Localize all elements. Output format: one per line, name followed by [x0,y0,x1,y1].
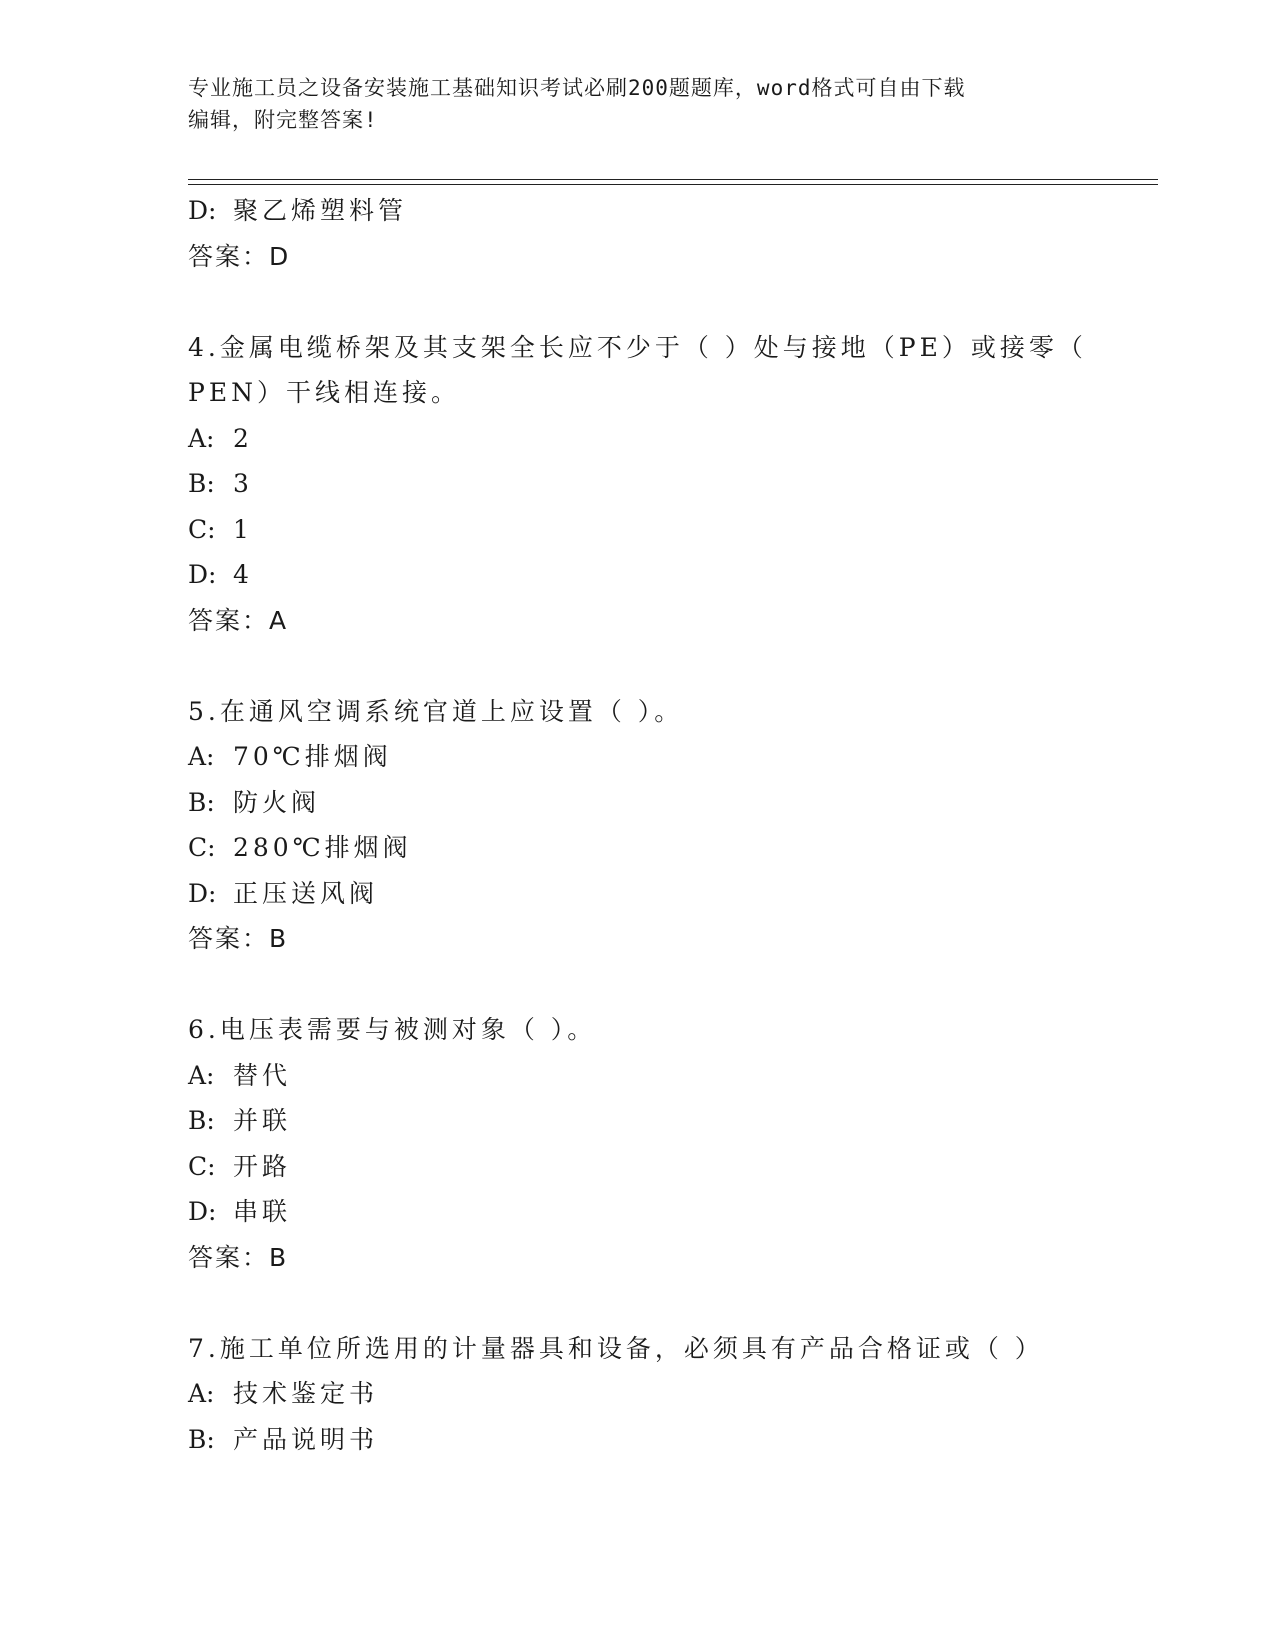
option-key: C: [188,1151,216,1181]
question-list [188,188,1148,1462]
option-text: 开路 [233,1151,292,1181]
option-text: 3 [233,469,253,498]
option-text: 替代 [233,1060,292,1090]
spacer [188,1280,1148,1326]
option-key: B: [188,469,215,498]
option-key: D: [188,196,217,225]
q7-option-a [188,1371,1148,1417]
q5-option-b [188,780,1148,826]
q4-option-a [188,416,1148,462]
option-text: 聚乙烯塑料管 [233,196,408,225]
option-text: 70℃排烟阀 [233,742,392,771]
q6-option-d [188,1189,1148,1235]
q6-option-c [188,1144,1148,1190]
q4-stem-line-2: PEN）干线相连接。 [188,378,460,407]
option-key: D: [188,560,217,589]
q7-option-b [188,1417,1148,1463]
header-title-line-1: 专业施工员之设备安装施工基础知识考试必刷200题题库，word格式可自由下载 [188,76,966,100]
q7-stem: 7.施工单位所选用的计量器具和设备，必须具有产品合格证或（ ） [188,1333,1044,1363]
option-text: 技术鉴定书 [233,1379,379,1408]
spacer [188,643,1148,689]
q5-option-c [188,825,1148,871]
document-header [188,72,1088,136]
spacer [188,962,1148,1008]
q6-option-a [188,1053,1148,1099]
q4-option-c [188,507,1148,553]
q4-option-b [188,461,1148,507]
option-text: 正压送风阀 [233,878,379,908]
q4-stem-line-1: 4.金属电缆桥架及其支架全长应不少于（ ）处与接地（PE）或接零（ [188,332,1087,362]
option-text: 280℃排烟阀 [233,833,412,862]
header-title-line-2: 编辑，附完整答案! [188,108,378,132]
option-text: 并联 [233,1106,292,1135]
option-key: B: [188,1106,215,1135]
option-text: 1 [233,514,253,544]
option-key: A: [188,742,215,771]
option-text: 2 [233,423,253,453]
option-key: D: [188,878,217,908]
q5-option-a [188,734,1148,780]
q3-answer: 答案：D [188,241,291,271]
q3-option-d [188,188,1148,234]
option-key: D: [188,1197,217,1226]
option-key: A: [188,1379,215,1408]
header-double-rule [188,179,1158,185]
q5-option-d [188,871,1148,917]
q4-answer: 答案：A [188,605,289,635]
option-text: 防火阀 [233,787,321,817]
option-text: 产品说明书 [233,1424,379,1454]
q6-option-b [188,1098,1148,1144]
option-key: C: [188,833,216,862]
option-text: 4 [233,560,253,589]
option-key: A: [188,423,215,453]
q6-stem: 6.电压表需要与被测对象（ ）。 [188,1015,597,1044]
option-key: C: [188,514,216,544]
spacer [188,279,1148,325]
q6-answer: 答案：B [188,1242,289,1272]
option-key: A: [188,1060,215,1090]
option-key: B: [188,787,215,817]
q5-answer: 答案：B [188,924,289,953]
q5-stem: 5.在通风空调系统官道上应设置（ ）。 [188,696,684,726]
option-key: B: [188,1424,215,1454]
option-text: 串联 [233,1197,292,1226]
q4-option-d [188,552,1148,598]
